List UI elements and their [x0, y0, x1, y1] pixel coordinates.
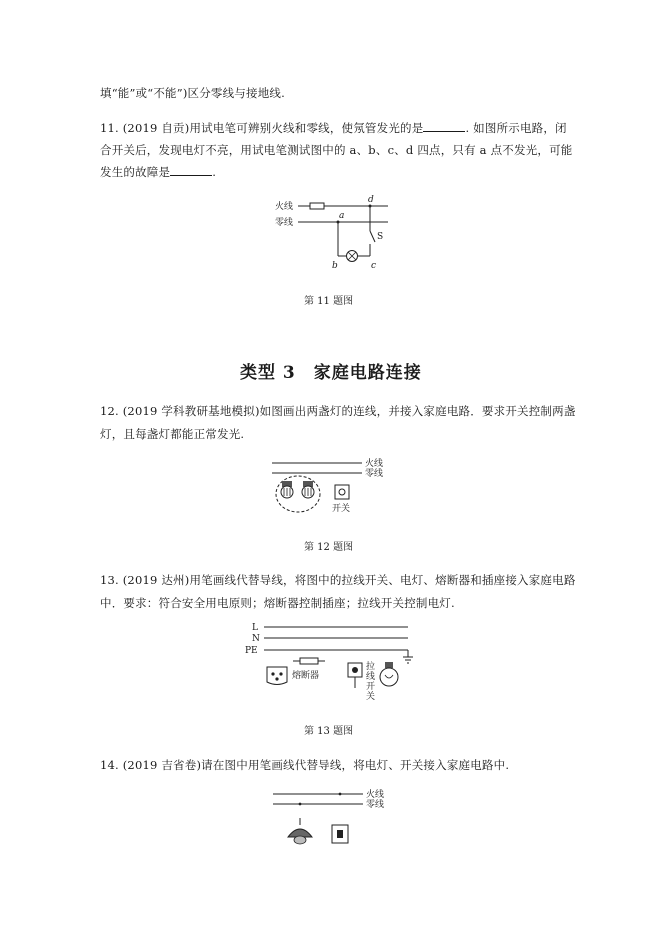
q11-blank-2[interactable]	[170, 165, 212, 176]
ground-icon	[403, 650, 413, 663]
q11-caption: 第 11 题图	[304, 296, 354, 307]
q11-point-a: a	[339, 211, 345, 221]
q13-line-1: 13. (2019 达州)用笔画线代替导线，将图中的拉线开关、电灯、熔断器和插座接入家庭电路	[100, 573, 576, 587]
q12-switch-label: 开关	[332, 504, 351, 514]
q11-switch-icon	[370, 231, 375, 242]
q13-N-label: N	[252, 634, 260, 644]
q13-circuit-diagram	[245, 620, 420, 705]
q14-neutral-label: 零线	[366, 800, 385, 810]
q13-pull-switch-label-4: 关	[366, 692, 376, 702]
q13-pull-switch-label-2: 线	[366, 672, 376, 682]
q13-bulb-icon	[380, 662, 398, 686]
q13-pull-switch-label-1: 拉	[366, 662, 376, 672]
q14-lamp-icon	[288, 818, 312, 844]
q13-line-2: 中．要求：符合安全用电原则；熔断器控制插座；拉线开关控制电灯.	[100, 596, 455, 610]
q11-neutral-label: 零线	[275, 218, 294, 228]
q12-neutral-label: 零线	[365, 469, 384, 479]
q13-caption: 第 13 题图	[304, 726, 354, 737]
intro-text: 填“能”或“不能”)区分零线与接地线.	[100, 86, 285, 100]
q13-fuse-icon	[293, 658, 325, 664]
q13-fuse-label: 熔断器	[292, 671, 320, 681]
q14-line-1: 14. (2019 吉省卷)请在图中用笔画线代替导线，将电灯、开关接入家庭电路中.	[100, 758, 510, 772]
q12-lamp-2-icon	[302, 481, 314, 498]
q11-point-d: d	[368, 195, 374, 205]
q11-blank-1[interactable]	[423, 121, 465, 132]
section-heading: 类型 3 家庭电路连接	[240, 363, 422, 383]
q13-L-label: L	[252, 623, 258, 633]
q11-fuse-icon	[310, 203, 324, 209]
q14-circuit-diagram	[270, 785, 400, 850]
q12-switch-icon	[335, 485, 349, 499]
q12-caption: 第 12 题图	[304, 542, 354, 553]
q11-point-c: c	[371, 261, 377, 271]
q11-text-b: . 如图所示电路，闭	[465, 121, 567, 135]
q11-live-label: 火线	[275, 202, 294, 212]
q11-line-3	[100, 164, 216, 180]
q11-text-c: 发生的故障是	[100, 165, 171, 179]
q12-live-label: 火线	[365, 459, 384, 469]
q12-lamp-1-icon	[281, 481, 293, 498]
q13-pull-switch-label-3: 开	[366, 682, 376, 692]
q12-line-1: 12. (2019 学科教研基地模拟)如图画出两盏灯的连线，并接入家庭电路．要求开关控制两盏	[100, 404, 576, 418]
q11-switch-label: S	[377, 232, 384, 242]
q12-circuit-diagram	[270, 455, 400, 517]
q11-text-d: .	[212, 165, 217, 179]
q13-pull-switch-icon	[348, 663, 362, 688]
q11-line-1	[100, 120, 567, 136]
q11-line-2: 合开关后，发现电灯不亮，用试电笔测试图中的 a、b、c、d 四点，只有 a 点不发光，可能	[100, 143, 573, 157]
q13-PE-label: PE	[245, 646, 258, 656]
q11-circuit-diagram	[270, 195, 400, 275]
q14-switch-icon	[332, 825, 348, 843]
q11-text-a: 11. (2019 自贡)用试电笔可辨别火线和零线，使氖管发光的是	[100, 121, 424, 135]
q14-live-label: 火线	[366, 790, 385, 800]
q13-socket-icon	[267, 667, 287, 685]
q11-point-b: b	[332, 261, 338, 271]
q12-line-2: 灯，且每盏灯都能正常发光.	[100, 427, 245, 441]
